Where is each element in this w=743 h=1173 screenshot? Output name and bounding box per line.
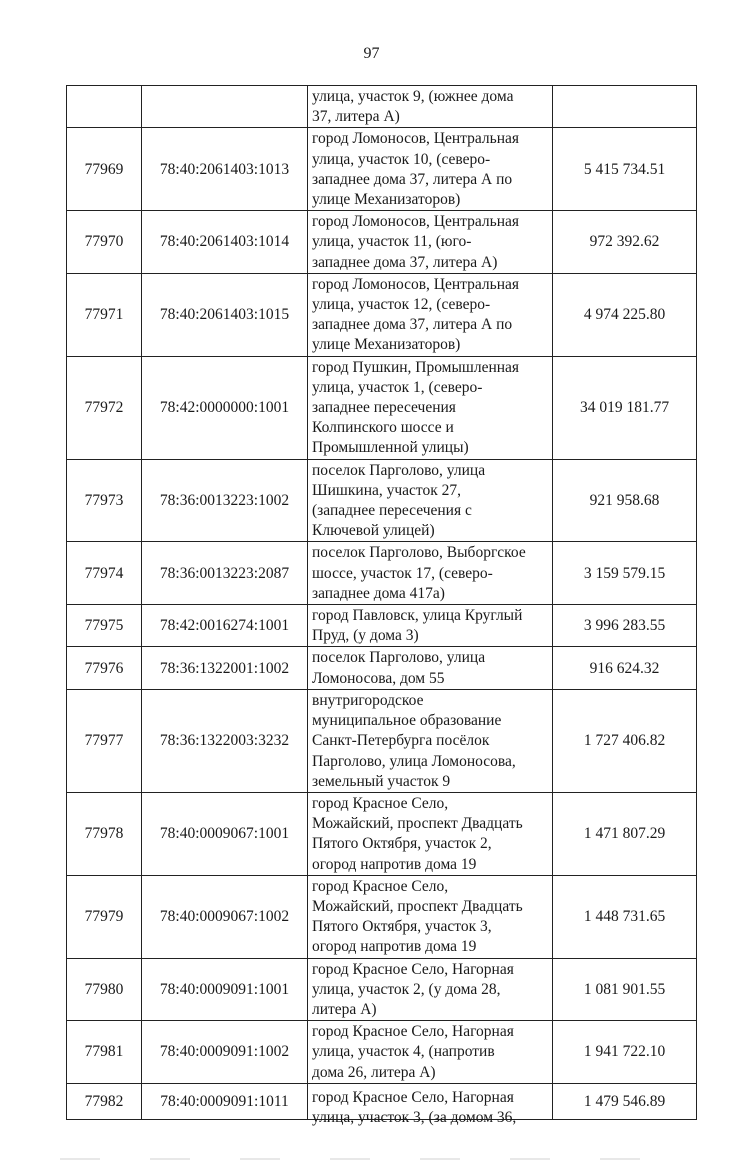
address-text [312, 358, 548, 459]
table-row [67, 542, 697, 605]
cadastral-value-cell: 916 624.32 [553, 647, 697, 689]
record-number-cell: 77970 [67, 211, 142, 274]
address-line: шоссе, участок 17, (северо- [312, 564, 493, 582]
address-line: Ломоносова, дом 55 [312, 669, 445, 687]
cadastral-value-cell: 4 974 225.80 [553, 273, 697, 356]
table-row [67, 86, 697, 128]
address-text [312, 606, 548, 646]
address-text [312, 212, 548, 273]
record-number-cell: 77978 [67, 792, 142, 875]
cadastral-value-cell: 3 159 579.15 [553, 542, 697, 605]
table-row [67, 605, 697, 647]
address-text [312, 543, 548, 604]
address-line: огород напротив дома 19 [312, 855, 477, 873]
table-row [67, 356, 697, 459]
record-number-cell: 77981 [67, 1021, 142, 1084]
address-line: улица, участок 2, (у дома 28, [312, 980, 501, 998]
address-cell [308, 356, 553, 459]
land-plots-table [66, 85, 697, 1126]
record-number-cell: 77979 [67, 875, 142, 958]
address-cell [308, 689, 553, 792]
cadastral-value-cell: 1 941 722.10 [553, 1021, 697, 1084]
address-line: улица, участок 1, (северо- [312, 378, 483, 396]
address-line: Санкт-Петербурга посёлок [312, 732, 490, 750]
cadastral-number-cell: 78:36:0013223:1002 [142, 459, 308, 542]
address-line: западнее пересечения [312, 399, 456, 417]
record-number-cell: 77973 [67, 459, 142, 542]
address-line: улица, участок 3, (за домом 36, [312, 1108, 517, 1126]
address-text [312, 275, 548, 356]
address-text [312, 691, 548, 792]
table-row [67, 128, 697, 211]
cadastral-value-cell: 5 415 734.51 [553, 128, 697, 211]
address-text [312, 794, 548, 875]
cadastral-value-cell: 1 471 807.29 [553, 792, 697, 875]
table-row [67, 211, 697, 274]
address-line: Промышленной улицы) [312, 439, 469, 457]
cadastral-value-cell: 921 958.68 [553, 459, 697, 542]
cadastral-number-cell: 78:40:2061403:1015 [142, 273, 308, 356]
address-cell [308, 1021, 553, 1084]
cadastral-value-cell: 34 019 181.77 [553, 356, 697, 459]
address-cell [308, 792, 553, 875]
table-row [67, 958, 697, 1021]
address-line: город Красное Село, Нагорная [312, 960, 514, 978]
cadastral-number-cell [142, 86, 308, 128]
address-cell [308, 605, 553, 647]
cadastral-number-cell: 78:40:2061403:1013 [142, 128, 308, 211]
address-line: муниципальное образование [312, 712, 502, 730]
cadastral-number-cell: 78:40:2061403:1014 [142, 211, 308, 274]
cadastral-value-cell: 1 081 901.55 [553, 958, 697, 1021]
address-line: город Павловск, улица Круглый [312, 607, 523, 625]
cadastral-value-cell: 1 727 406.82 [553, 689, 697, 792]
table-row [67, 647, 697, 689]
cadastral-value-cell [553, 86, 697, 128]
address-line: поселок Парголово, улица [312, 461, 486, 479]
cadastral-number-cell: 78:40:0009091:1002 [142, 1021, 308, 1084]
address-line: поселок Парголово, Выборгское [312, 544, 526, 562]
address-text [312, 129, 548, 210]
table-row [67, 689, 697, 792]
table-row [67, 875, 697, 958]
table-row [67, 792, 697, 875]
address-line: улица, участок 12, (северо- [312, 296, 491, 314]
address-line: западнее дома 417а) [312, 584, 445, 602]
address-line: город Пушкин, Промышленная [312, 358, 520, 376]
address-line: улица, участок 4, (напротив [312, 1043, 495, 1061]
cadastral-number-cell: 78:40:0009067:1001 [142, 792, 308, 875]
address-line: город Красное Село, [312, 794, 449, 812]
scan-edge-artifact [60, 1158, 680, 1160]
cadastral-number-cell: 78:36:1322001:1002 [142, 647, 308, 689]
address-line: Парголово, улица Ломоносова, [312, 752, 516, 770]
table-row [67, 1021, 697, 1084]
cadastral-number-cell: 78:36:1322003:3232 [142, 689, 308, 792]
record-number-cell: 77972 [67, 356, 142, 459]
address-text [312, 877, 548, 958]
cadastral-value-cell: 972 392.62 [553, 211, 697, 274]
address-line: западнее дома 37, литера А по [312, 316, 513, 334]
address-cell [308, 958, 553, 1021]
address-cell [308, 542, 553, 605]
address-cell [308, 647, 553, 689]
address-line: город Красное Село, Нагорная [312, 1088, 514, 1106]
address-line: улица, участок 11, (юго- [312, 233, 472, 251]
address-line: поселок Парголово, улица [312, 649, 486, 667]
cadastral-value-cell: 1 479 546.89 [553, 1083, 697, 1119]
address-line: улица, участок 10, (северо- [312, 150, 491, 168]
record-number-cell: 77969 [67, 128, 142, 211]
address-text [312, 1088, 548, 1126]
address-text [312, 1022, 548, 1083]
address-text [312, 461, 548, 542]
address-line: литера А) [312, 1000, 377, 1018]
record-number-cell [67, 86, 142, 128]
address-line: Шишкина, участок 27, [312, 481, 462, 499]
address-line: (западнее пересечения с [312, 502, 472, 520]
cadastral-number-cell: 78:40:0009091:1011 [142, 1083, 308, 1119]
table-row [67, 1083, 697, 1119]
cadastral-number-cell: 78:42:0000000:1001 [142, 356, 308, 459]
cadastral-value-cell: 3 996 283.55 [553, 605, 697, 647]
address-line: Можайский, проспект Двадцать [312, 815, 523, 833]
address-line: Пятого Октября, участок 3, [312, 918, 492, 936]
cadastral-value-cell: 1 448 731.65 [553, 875, 697, 958]
address-line: западнее дома 37, литера А по [312, 170, 513, 188]
record-number-cell: 77974 [67, 542, 142, 605]
address-line: 37, литера А) [312, 108, 400, 126]
address-text [312, 960, 548, 1021]
record-number-cell: 77980 [67, 958, 142, 1021]
record-number-cell: 77982 [67, 1083, 142, 1119]
address-cell [308, 211, 553, 274]
cadastral-number-cell: 78:42:0016274:1001 [142, 605, 308, 647]
address-line: внутригородское [312, 691, 424, 709]
address-line: город Ломоносов, Центральная [312, 130, 520, 148]
address-line: улице Механизаторов) [312, 191, 461, 209]
address-line: улице Механизаторов) [312, 336, 461, 354]
address-line: Можайский, проспект Двадцать [312, 897, 523, 915]
address-line: Ключевой улицей) [312, 522, 435, 540]
address-line: огород напротив дома 19 [312, 938, 477, 956]
address-cell [308, 273, 553, 356]
address-line: город Ломоносов, Центральная [312, 275, 520, 293]
address-line: город Красное Село, [312, 877, 449, 895]
address-line: земельный участок 9 [312, 772, 451, 790]
record-number-cell: 77975 [67, 605, 142, 647]
address-line: Колпинского шоссе и [312, 419, 454, 437]
address-line: Пруд, (у дома 3) [312, 627, 419, 645]
address-line: Пятого Октября, участок 2, [312, 835, 492, 853]
table-row [67, 273, 697, 356]
address-line: улица, участок 9, (южнее дома [312, 88, 514, 105]
address-cell [308, 875, 553, 958]
address-cell [308, 459, 553, 542]
address-cell [308, 86, 553, 128]
address-line: дома 26, литера А) [312, 1063, 436, 1081]
address-line: город Ломоносов, Центральная [312, 213, 520, 231]
address-cell [308, 128, 553, 211]
record-number-cell: 77976 [67, 647, 142, 689]
cadastral-number-cell: 78:40:0009067:1002 [142, 875, 308, 958]
record-number-cell: 77971 [67, 273, 142, 356]
address-cell [308, 1083, 553, 1126]
cadastral-number-cell: 78:40:0009091:1001 [142, 958, 308, 1021]
address-line: город Красное Село, Нагорная [312, 1023, 514, 1041]
address-text [312, 87, 548, 127]
address-line: западнее дома 37, литера А) [312, 253, 498, 271]
table-row [67, 459, 697, 542]
page-number: 97 [363, 45, 380, 62]
cadastral-number-cell: 78:36:0013223:2087 [142, 542, 308, 605]
address-text [312, 648, 548, 688]
record-number-cell: 77977 [67, 689, 142, 792]
table-body [67, 86, 697, 1126]
